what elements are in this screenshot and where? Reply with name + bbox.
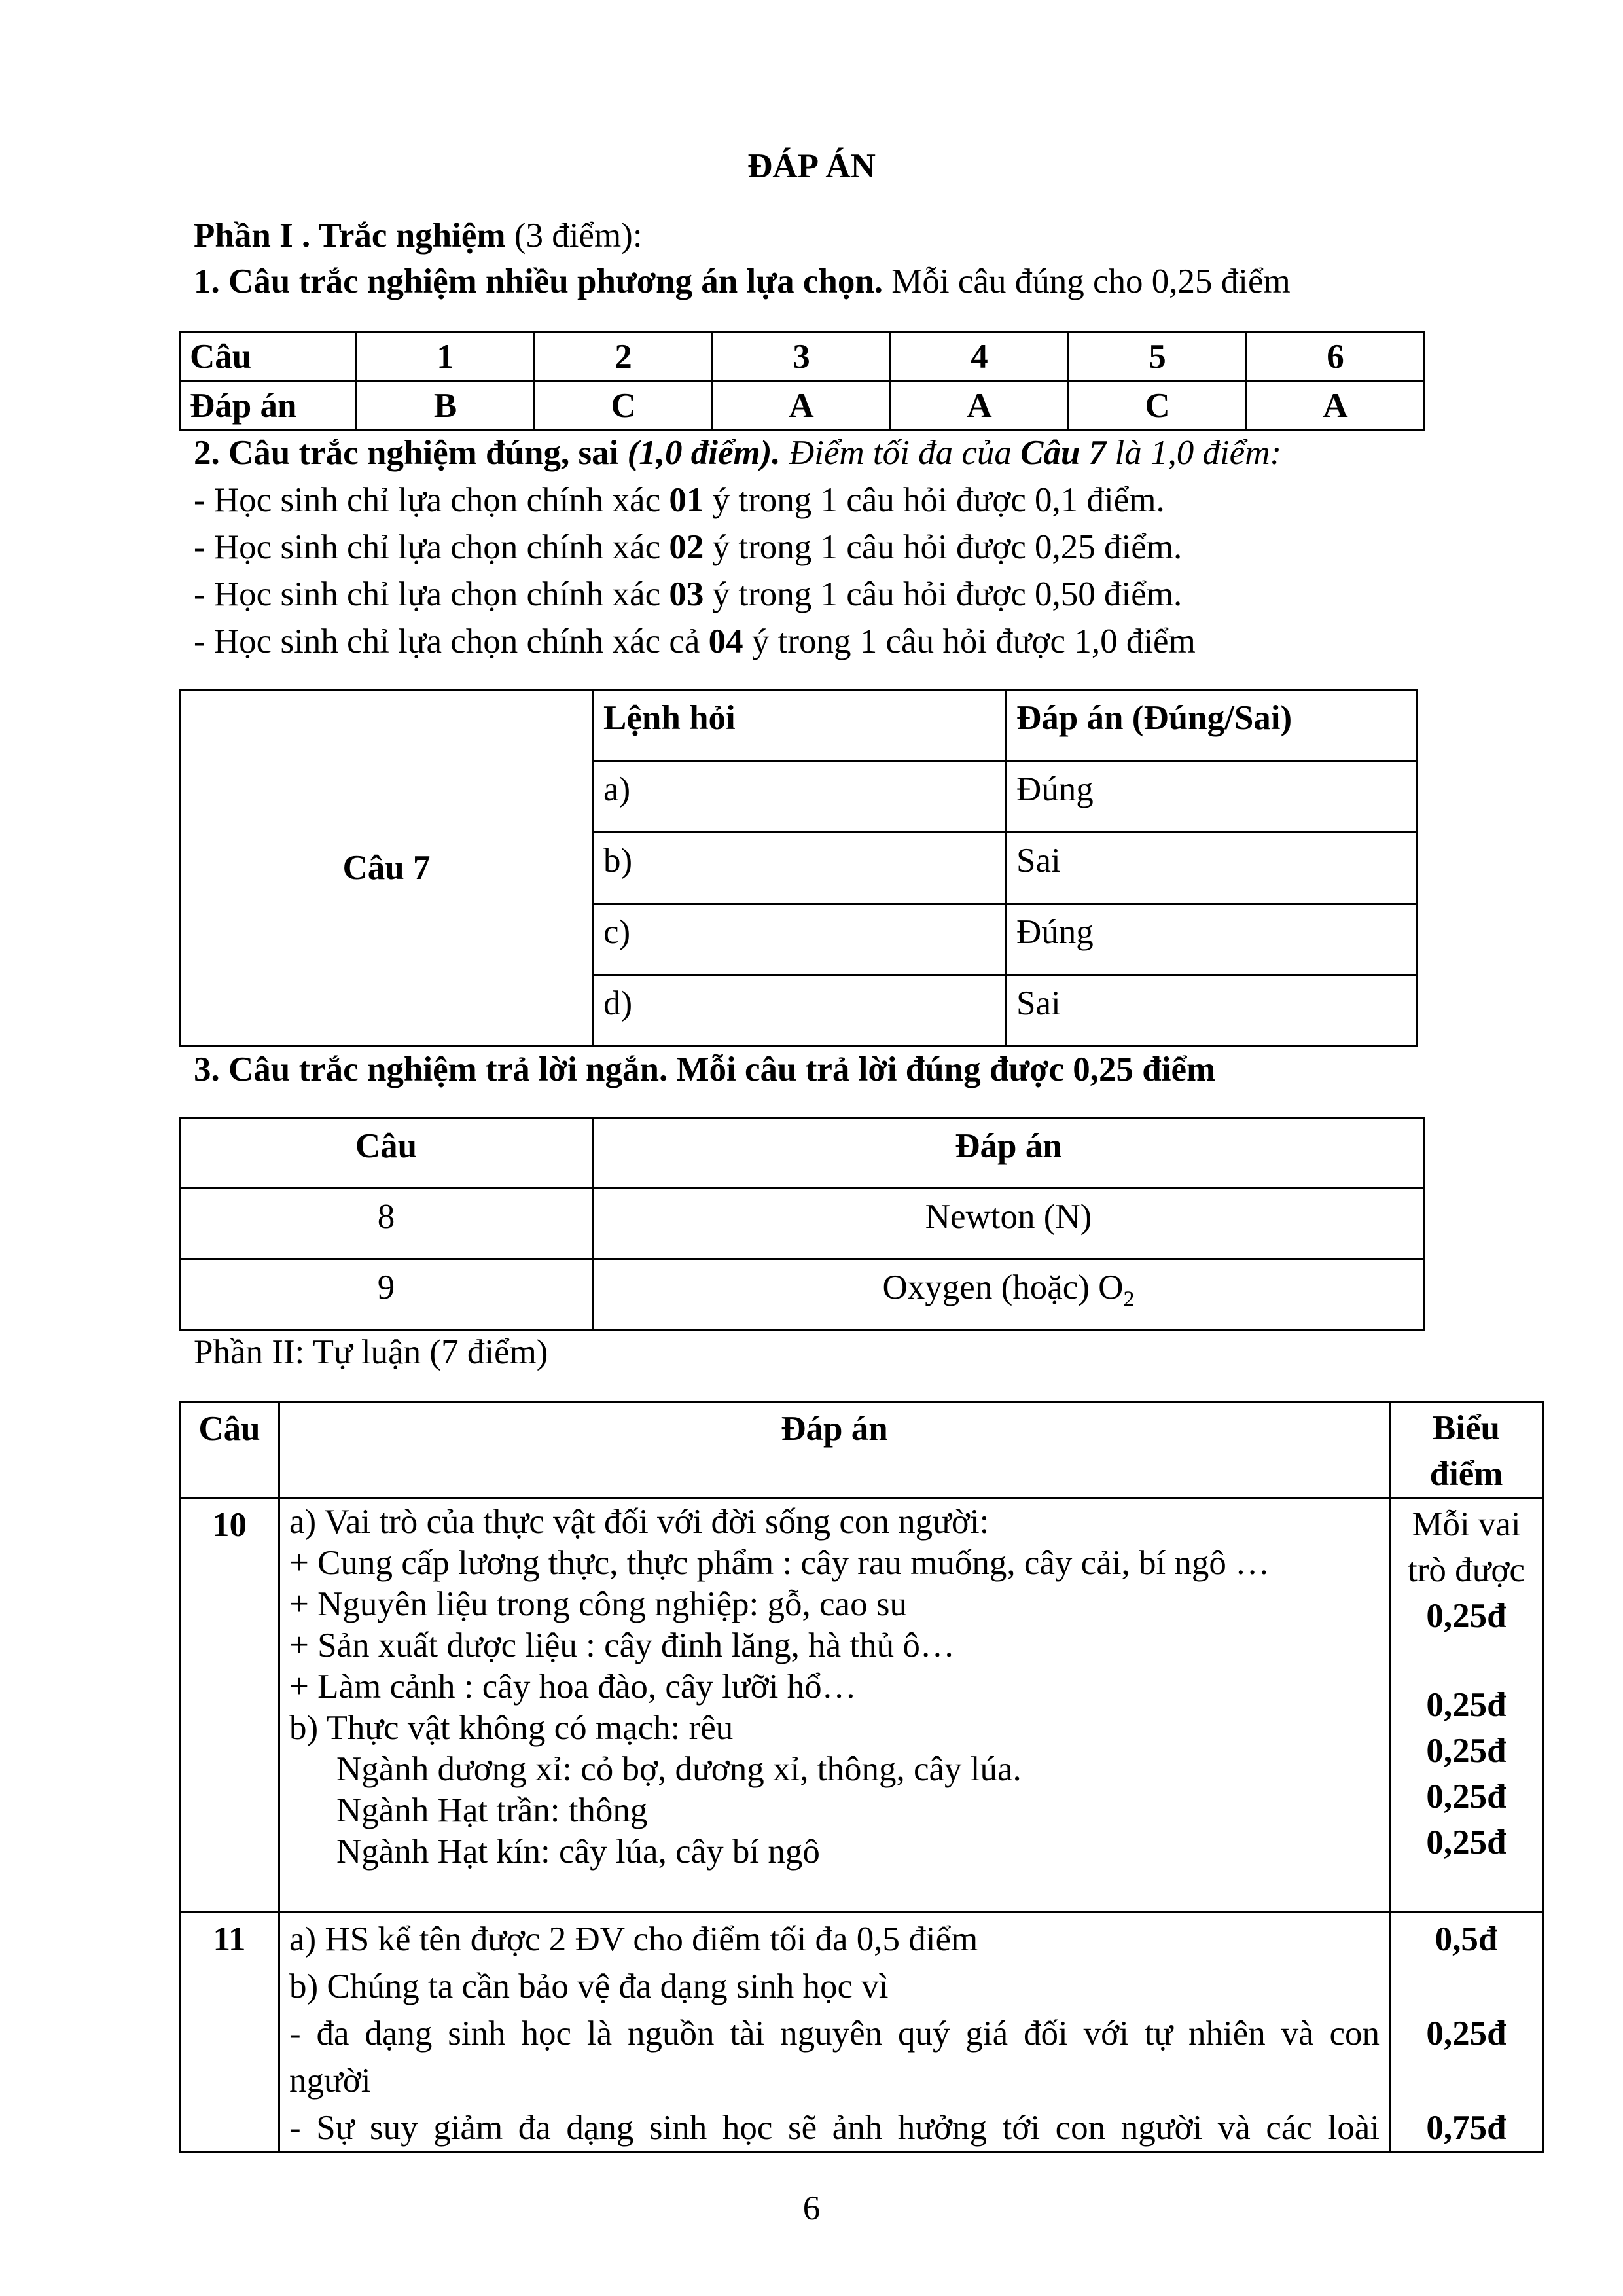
rule-text: ý trong 1 câu hỏi được 0,25 điểm. <box>704 528 1183 566</box>
mc-question-1: 1 <box>357 332 535 382</box>
section2-heading <box>194 429 1281 476</box>
tf-answer: Sai <box>1007 833 1418 904</box>
answer-line: Ngành Hạt trần: thông <box>336 1791 648 1829</box>
score-note: Mỗi vai <box>1412 1505 1521 1543</box>
score-value: 0,25đ <box>1426 2015 1507 2053</box>
sa-row <box>180 1189 1425 1259</box>
mc-question-6: 6 <box>1247 332 1425 382</box>
tf-header-row <box>180 690 1418 761</box>
scoring-rule-3 <box>194 571 1182 618</box>
essay-header-score-line1: Biểu <box>1432 1409 1501 1447</box>
answer-line: + Nguyên liệu trong công nghiệp: gỗ, cao su <box>289 1585 907 1623</box>
page-title: ĐÁP ÁN <box>747 147 876 185</box>
essay-q11-number: 11 <box>180 1912 279 2153</box>
section2-heading-bold: 2. Câu trắc nghiệm đúng, sai <box>194 434 628 472</box>
tf-prompt: a) <box>594 761 1007 833</box>
mc-answer-4: A <box>891 382 1069 431</box>
sa-answer-subscript: 2 <box>1123 1287 1135 1312</box>
answer-line: + Cung cấp lương thực, thực phẩm : cây rau muống, cây cải, bí ngô … <box>289 1544 1270 1582</box>
essay-q10-number: 10 <box>180 1498 279 1912</box>
essay-row-q11 <box>180 1912 1543 2153</box>
rule-text: ý trong 1 câu hỏi được 1,0 điểm <box>743 622 1196 660</box>
rule-count: 04 <box>708 622 743 660</box>
essay-q10-scores <box>1390 1498 1543 1912</box>
essay-answer-table <box>179 1401 1544 2153</box>
section2-heading-points: (1,0 điểm). <box>627 434 781 472</box>
mc-question-4: 4 <box>891 332 1069 382</box>
part2-heading: Phần II: Tự luận (7 điểm) <box>194 1333 548 1371</box>
mc-row-label-question: Câu <box>180 332 357 382</box>
essay-header-score-line2: điểm <box>1429 1455 1503 1493</box>
rule-text: - Học sinh chỉ lựa chọn chính xác <box>194 528 669 566</box>
part1-heading <box>194 212 643 259</box>
mc-answer-2: C <box>535 382 713 431</box>
score-value: 0,75đ <box>1426 2109 1507 2147</box>
essay-q11-scores <box>1390 1912 1543 2153</box>
essay-q10-answer <box>279 1498 1390 1912</box>
mc-question-row <box>180 332 1425 382</box>
section1-heading-bold: 1. Câu trắc nghiệm nhiều phương án lựa chọn. <box>194 262 883 300</box>
mc-question-2: 2 <box>535 332 713 382</box>
section2-heading-question: Câu 7 <box>1020 434 1107 472</box>
mc-answer-5: C <box>1069 382 1247 431</box>
sa-question: 9 <box>180 1259 593 1330</box>
tf-header-answer: Đáp án (Đúng/Sai) <box>1007 690 1418 761</box>
rule-text: ý trong 1 câu hỏi được 0,50 điểm. <box>704 575 1183 613</box>
section1-heading-rest: Mỗi câu đúng cho 0,25 điểm <box>883 262 1291 300</box>
rule-text: - Học sinh chỉ lựa chọn chính xác <box>194 481 669 519</box>
score-value: 0,25đ <box>1426 1732 1507 1770</box>
rule-text: - Học sinh chỉ lựa chọn chính xác <box>194 575 669 613</box>
tf-answer: Đúng <box>1007 761 1418 833</box>
mc-answer-1: B <box>357 382 535 431</box>
score-value: 0,25đ <box>1426 1778 1507 1816</box>
scoring-rule-1 <box>194 476 1165 524</box>
mc-answer-3: A <box>713 382 891 431</box>
score-spacer <box>1391 2057 1542 2104</box>
score-spacer <box>1391 1963 1542 2010</box>
rule-text: ý trong 1 câu hỏi được 0,1 điểm. <box>704 481 1165 519</box>
part1-heading-bold: Phần I . Trắc nghiệm <box>194 217 506 255</box>
score-spacer <box>1391 1639 1542 1682</box>
tf-prompt: c) <box>594 904 1007 975</box>
answer-line: Ngành dương xỉ: cỏ bợ, dương xỉ, thông, cây lúa. <box>336 1750 1022 1788</box>
section1-heading <box>194 258 1291 305</box>
essay-header-row <box>180 1402 1543 1498</box>
tf-header-prompt: Lệnh hỏi <box>594 690 1007 761</box>
essay-q11-answer <box>279 1912 1390 2153</box>
part1-heading-rest: (3 điểm): <box>505 217 643 255</box>
rule-count: 01 <box>669 481 704 519</box>
essay-row-q10 <box>180 1498 1543 1912</box>
sa-question: 8 <box>180 1189 593 1259</box>
true-false-table <box>179 689 1418 1047</box>
page-number: 6 <box>802 2189 821 2227</box>
answer-line: + Làm cảnh : cây hoa đào, cây lưỡi hổ… <box>289 1668 857 1706</box>
tf-answer: Đúng <box>1007 904 1418 975</box>
section2-heading-note-2: là 1,0 điểm: <box>1106 434 1282 472</box>
essay-header-score <box>1390 1402 1543 1498</box>
answer-line: a) HS kể tên được 2 ĐV cho điểm tối đa 0,5 điểm <box>289 1920 978 1958</box>
answer-line: b) Thực vật không có mạch: rêu <box>289 1709 734 1747</box>
sa-answer-text: Oxygen (hoặc) O <box>882 1268 1124 1306</box>
mc-answer-6: A <box>1247 382 1425 431</box>
sa-header-row <box>180 1118 1425 1189</box>
answer-line: - Sự suy giảm đa dạng sinh học sẽ ảnh hưởng tới con người và các loài <box>289 2109 1380 2147</box>
mc-question-5: 5 <box>1069 332 1247 382</box>
sa-answer: Newton (N) <box>593 1189 1425 1259</box>
answer-line: Ngành Hạt kín: cây lúa, cây bí ngô <box>336 1833 820 1871</box>
essay-header-question: Câu <box>180 1402 279 1498</box>
score-value: 0,25đ <box>1426 1597 1507 1635</box>
score-note: trò được <box>1408 1551 1525 1589</box>
mc-row-label-answer: Đáp án <box>180 382 357 431</box>
answer-line: b) Chúng ta cần bảo vệ đa dạng sinh học vì <box>289 1967 889 2005</box>
tf-question-label: Câu 7 <box>180 690 594 1047</box>
answer-line: + Sản xuất dược liệu : cây đinh lăng, hà thủ ô… <box>289 1626 955 1664</box>
essay-header-answer: Đáp án <box>279 1402 1390 1498</box>
answer-line: - đa dạng sinh học là nguồn tài nguyên quý giá đối với tự nhiên và con <box>289 2015 1380 2053</box>
score-value: 0,25đ <box>1426 1686 1507 1724</box>
short-answer-table <box>179 1117 1425 1331</box>
answer-line: a) Vai trò của thực vật đối với đời sống con người: <box>289 1503 990 1541</box>
scoring-rule-2 <box>194 524 1182 571</box>
rule-text: - Học sinh chỉ lựa chọn chính xác cả <box>194 622 709 660</box>
section2-heading-note-1: Điểm tối đa của <box>780 434 1021 472</box>
rule-count: 03 <box>669 575 704 613</box>
sa-header-question: Câu <box>180 1118 593 1189</box>
sa-answer <box>593 1259 1425 1330</box>
mc-answer-row <box>180 382 1425 431</box>
sa-header-answer: Đáp án <box>593 1118 1425 1189</box>
mc-question-3: 3 <box>713 332 891 382</box>
mc-answer-table <box>179 331 1425 431</box>
scoring-rule-4 <box>194 618 1196 665</box>
tf-prompt: d) <box>594 975 1007 1047</box>
tf-prompt: b) <box>594 833 1007 904</box>
tf-answer: Sai <box>1007 975 1418 1047</box>
rule-count: 02 <box>669 528 704 566</box>
score-value: 0,5đ <box>1435 1920 1498 1958</box>
section3-heading: 3. Câu trắc nghiệm trả lời ngắn. Mỗi câu trả lời đúng được 0,25 điểm <box>194 1050 1216 1088</box>
sa-row <box>180 1259 1425 1330</box>
answer-line: người <box>289 2062 371 2100</box>
score-value: 0,25đ <box>1426 1823 1507 1861</box>
